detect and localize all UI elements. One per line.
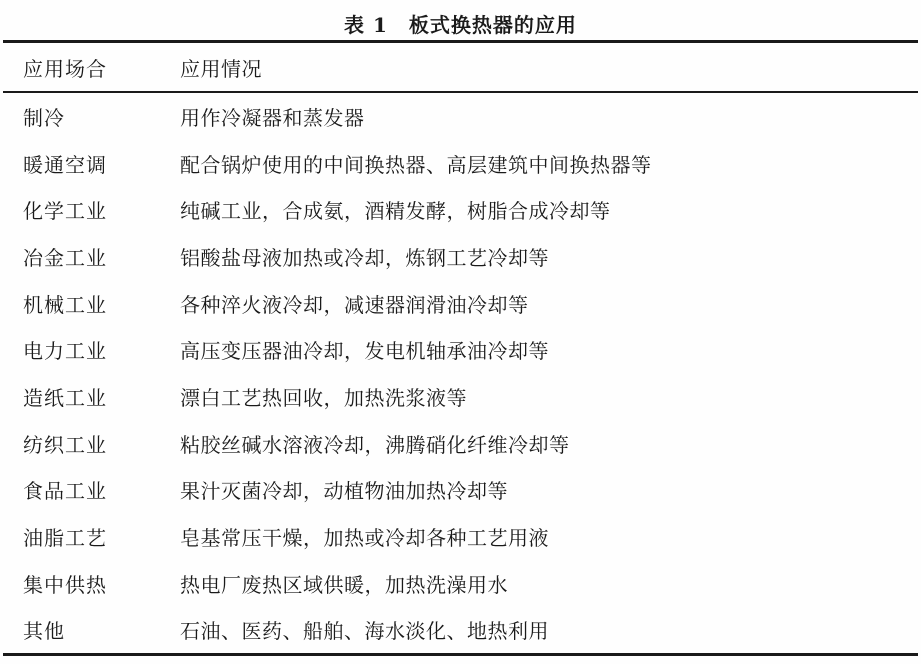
cell-situation: 皂基常压干燥，加热或冷却各种工艺用液 [180, 526, 549, 551]
cell-occasion: 冶金工业 [23, 245, 107, 270]
table-caption: 表 1 板式换热器的应用 [344, 13, 577, 37]
table-row-papermaking [3, 373, 918, 420]
cell-situation: 纯碱工业，合成氨，酒精发酵，树脂合成冷却等 [180, 199, 611, 224]
table-row-metallurgy [3, 233, 918, 280]
table-row-district-heating [3, 560, 918, 607]
table-row-food [3, 467, 918, 514]
cell-occasion: 电力工业 [23, 339, 107, 364]
cell-situation: 配合锅炉使用的中间换热器、高层建筑中间换热器等 [180, 152, 652, 177]
cell-occasion: 集中供热 [23, 572, 107, 597]
cell-situation: 粘胶丝碱水溶液冷却，沸腾硝化纤维冷却等 [180, 432, 570, 457]
column-header-situation: 应用情况 [180, 56, 262, 81]
cell-occasion: 化学工业 [23, 199, 107, 224]
cell-situation: 果汁灭菌冷却，动植物油加热冷却等 [180, 479, 508, 504]
cell-occasion: 纺织工业 [23, 432, 107, 457]
table-row-refrigeration [3, 93, 918, 140]
cell-occasion: 造纸工业 [23, 385, 107, 410]
table-row-textile [3, 420, 918, 467]
cell-occasion: 食品工业 [23, 479, 107, 504]
cell-situation: 高压变压器油冷却，发电机轴承油冷却等 [180, 339, 549, 364]
cell-occasion: 其他 [23, 619, 65, 644]
cell-situation: 铝酸盐母液加热或冷却，炼钢工艺冷却等 [180, 245, 549, 270]
cell-situation: 热电厂废热区域供暖，加热洗澡用水 [180, 572, 508, 597]
table-row-chemical [3, 186, 918, 233]
cell-occasion: 油脂工艺 [23, 526, 107, 551]
table-row-power [3, 326, 918, 373]
cell-situation: 各种淬火液冷却，减速器润滑油冷却等 [180, 292, 529, 317]
cell-occasion: 制冷 [23, 105, 65, 130]
cell-situation: 漂白工艺热回收，加热洗浆液等 [180, 385, 467, 410]
table-row-hvac [3, 140, 918, 187]
column-header-occasion: 应用场合 [23, 56, 107, 81]
cell-occasion: 机械工业 [23, 292, 107, 317]
table-row-oils [3, 513, 918, 560]
applications-table [3, 40, 918, 656]
cell-situation: 石油、医药、船舶、海水淡化、地热利用 [180, 619, 549, 644]
cell-occasion: 暖通空调 [23, 152, 107, 177]
table-row-other [3, 607, 918, 654]
cell-situation: 用作冷凝器和蒸发器 [180, 105, 365, 130]
table-header-row [3, 43, 918, 93]
table-row-machinery [3, 280, 918, 327]
